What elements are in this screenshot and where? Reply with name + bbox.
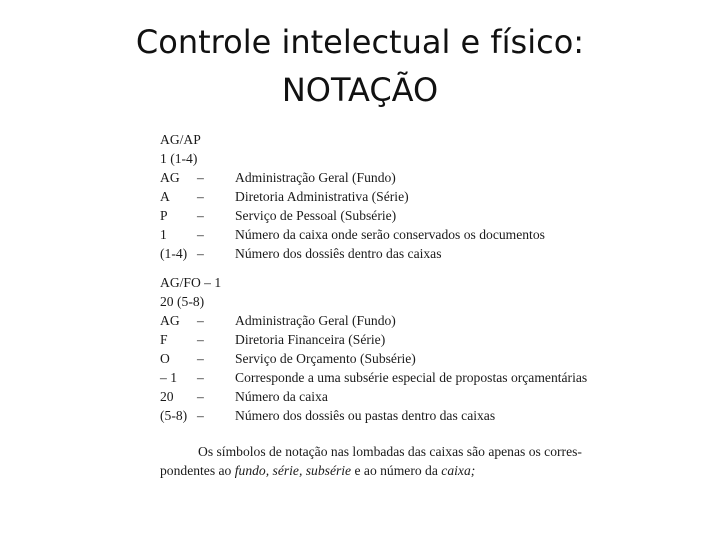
row-dash: –	[197, 389, 204, 404]
slide-title-line-2: NOTAÇÃO	[281, 71, 439, 109]
row-text: Número da caixa	[235, 389, 328, 404]
row-code: AG	[160, 170, 180, 185]
row-text: Corresponde a uma subsérie especial de propostas orçamentárias	[235, 370, 588, 385]
row-code: O	[160, 351, 170, 366]
row-text: Número da caixa onde serão conservados os documentos	[235, 227, 545, 242]
note-line-1: Os símbolos de notação nas lombadas das caixas são apenas os corres-	[198, 444, 582, 459]
note-term-subserie: subsérie	[305, 463, 352, 478]
note-term-serie: série,	[272, 463, 303, 478]
row-dash: –	[197, 189, 204, 204]
row-code: F	[160, 332, 168, 347]
row-text: Administração Geral (Fundo)	[235, 313, 396, 328]
row-code: AG	[160, 313, 180, 328]
row-dash: –	[197, 170, 204, 185]
row-dash: –	[197, 351, 204, 366]
row-text: Diretoria Financeira (Série)	[235, 332, 386, 347]
slide-title	[0, 18, 720, 114]
row-dash: –	[197, 313, 204, 328]
note-term-fundo: fundo,	[234, 463, 270, 478]
row-code: 1	[160, 227, 167, 242]
row-dash: –	[197, 332, 204, 347]
row-code: P	[160, 208, 168, 223]
slide-title-line-1: Controle intelectual e físico:	[135, 23, 585, 61]
note-line-2: pondentes ao fundo, série, subsérie e ao número da caixa;	[160, 463, 476, 478]
row-text: Administração Geral (Fundo)	[235, 170, 396, 185]
scanned-text-excerpt: AG/AP 1 (1-4) AG – Administração Geral (Fundo) A – Diretoria Administrativa (Série) P – Serviço de Pessoal (Subsérie) 1 – Número da caixa onde serão conservados os documentos (1-4) – Número dos dossiês dentro das caixas AG/FO – 1 20 (5-8) AG – Administração Geral (Fundo) F – Diretoria Financeira (Série) O – Serviço de Orçamento (Subsérie) – 1 – Corresponde a uma subsérie especial de propostas orçamentárias 20 – Número da caixa (5-8) – Número dos dossiês ou pastas dentro das caixas Os símbolos de notação nas lombadas das caixas são apenas os corres- pondentes ao fundo, série, subsérie e ao número da caixa;	[160, 132, 588, 478]
row-dash: –	[197, 227, 204, 242]
row-text: Serviço de Pessoal (Subsérie)	[235, 208, 397, 223]
row-text: Número dos dossiês ou pastas dentro das caixas	[235, 408, 496, 423]
row-text: Diretoria Administrativa (Série)	[235, 189, 409, 204]
row-dash: –	[197, 408, 204, 423]
row-dash: –	[197, 246, 204, 261]
row-code: – 1	[160, 370, 177, 385]
note-term-caixa: caixa;	[441, 463, 476, 478]
row-dash: –	[197, 370, 204, 385]
row-code: (5-8)	[160, 408, 188, 423]
row-text: Número dos dossiês dentro das caixas	[235, 246, 442, 261]
row-dash: –	[197, 208, 204, 223]
row-code: (1-4)	[160, 246, 188, 261]
row-code: A	[160, 189, 170, 204]
row-text: Serviço de Orçamento (Subsérie)	[235, 351, 416, 366]
row-code: 20	[160, 389, 174, 404]
